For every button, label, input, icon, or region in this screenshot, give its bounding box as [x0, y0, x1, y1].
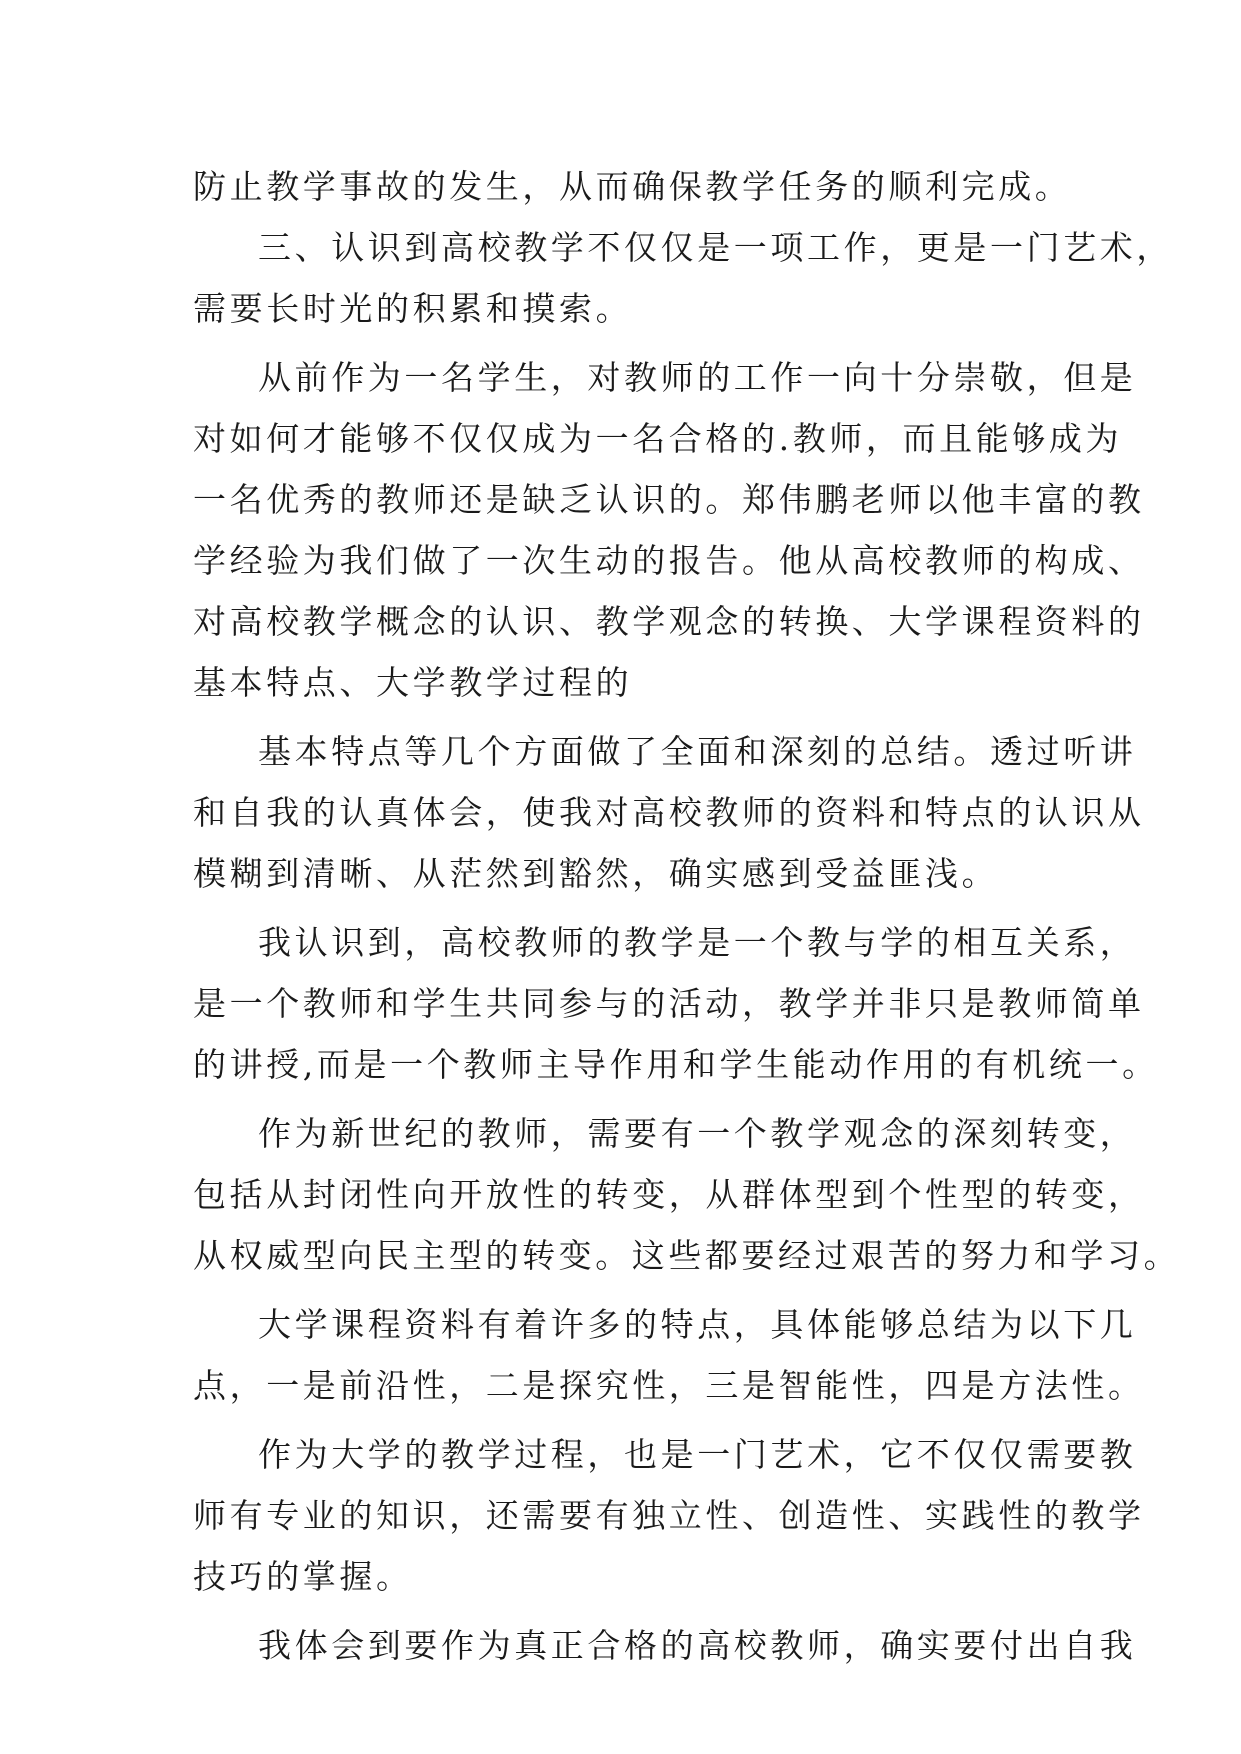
- text-line: 对高校教学概念的认识、教学观念的转换、大学课程资料的: [193, 602, 1145, 641]
- text-line: 是一个教师和学生共同参与的活动，教学并非只是教师简单: [193, 984, 1145, 1023]
- text-line: 我认识到，高校教师的教学是一个教与学的相互关系，: [258, 923, 1137, 962]
- text-line: 我体会到要作为真正合格的高校教师，确实要付出自我: [258, 1626, 1137, 1665]
- text-line: 从前作为一名学生，对教师的工作一向十分崇敬，但是: [258, 358, 1137, 397]
- text-line: 大学课程资料有着许多的特点，具体能够总结为以下几: [258, 1305, 1137, 1344]
- text-line: 一名优秀的教师还是缺乏认识的。郑伟鹏老师以他丰富的教: [193, 480, 1145, 519]
- text-line: 基本特点、大学教学过程的: [193, 663, 633, 702]
- text-line: 防止教学事故的发生，从而确保教学任务的顺利完成。: [193, 167, 1072, 206]
- text-line: 点，一是前沿性，二是探究性，三是智能性，四是方法性。: [193, 1366, 1145, 1405]
- section-heading-line: 三、认识到高校教学不仅仅是一项工作，更是一门艺术，: [258, 228, 1173, 267]
- text-line: 对如何才能够不仅仅成为一名合格的.教师，而且能够成为: [193, 419, 1123, 458]
- text-line: 作为大学的教学过程，也是一门艺术，它不仅仅需要教: [258, 1435, 1137, 1474]
- text-line: 从权威型向民主型的转变。这些都要经过艰苦的努力和学习。: [193, 1236, 1181, 1275]
- text-line: 和自我的认真体会，使我对高校教师的资料和特点的认识从: [193, 793, 1145, 832]
- text-line: 师有专业的知识，还需要有独立性、创造性、实践性的教学: [193, 1496, 1145, 1535]
- text-line: 作为新世纪的教师，需要有一个教学观念的深刻转变，: [258, 1114, 1137, 1153]
- text-line: 模糊到清晰、从茫然到豁然，确实感到受益匪浅。: [193, 854, 999, 893]
- text-line: 学经验为我们做了一次生动的报告。他从高校教师的构成、: [193, 541, 1145, 580]
- text-line: 基本特点等几个方面做了全面和深刻的总结。透过听讲: [258, 732, 1137, 771]
- section-heading-line: 需要长时光的积累和摸索。: [193, 289, 633, 328]
- text-line: 包括从封闭性向开放性的转变，从群体型到个性型的转变，: [193, 1175, 1145, 1214]
- text-line: 技巧的掌握。: [193, 1557, 413, 1596]
- text-line: 的讲授,而是一个教师主导作用和学生能动作用的有机统一。: [193, 1045, 1159, 1084]
